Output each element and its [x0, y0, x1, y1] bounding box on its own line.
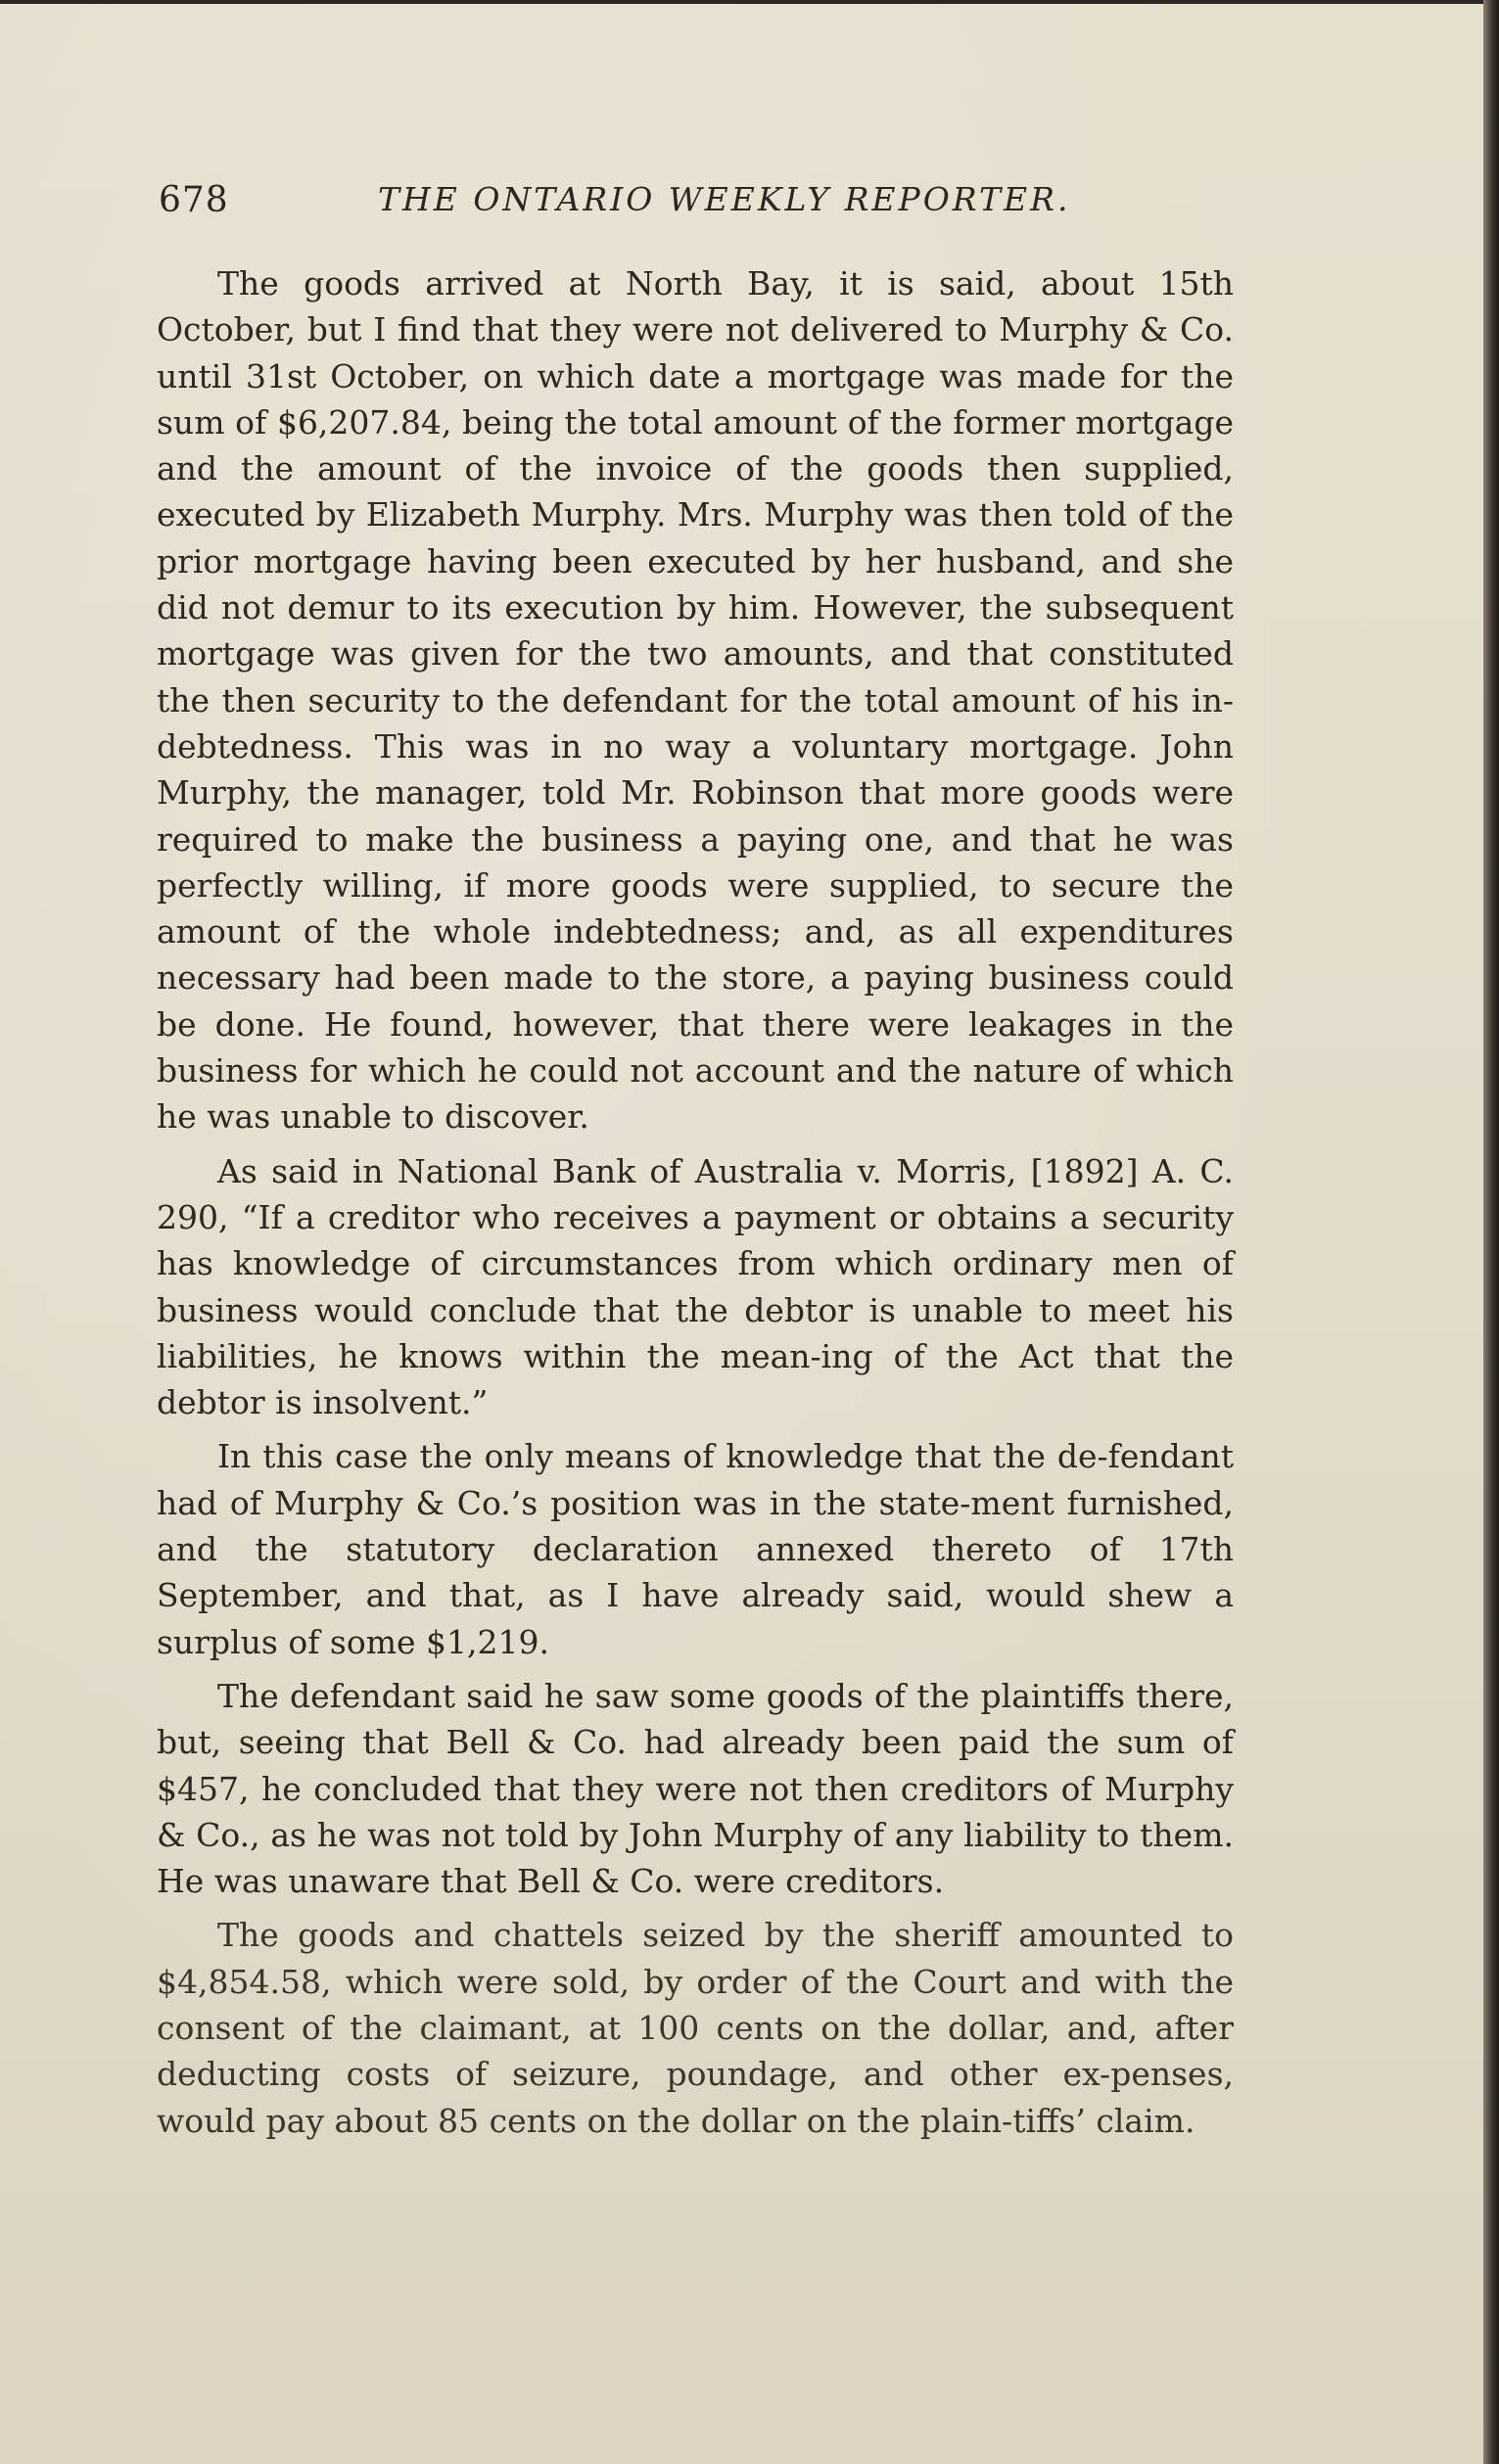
paragraph-means-of-knowledge: In this case the only means of knowledge that the de-fendant had of Murphy & Co.’s position was in the state-ment furnished, and the statutory declaration annexed thereto of 17th September, and that, as I have already said, would shew a surplus of some $1,219.	[157, 1437, 1234, 1661]
running-title: THE ONTARIO WEEKLY REPORTER.	[378, 180, 1071, 218]
paragraph-plaintiffs-goods: The defendant said he saw some goods of the plaintiffs there, but, seeing that Bell & Co. had already been paid the sum of $457, he concluded that they were not then creditors of Murphy & Co., as he was not told by John Murphy of any liability to them. He was unaware that Bell & Co. were creditors.	[157, 1676, 1234, 1901]
paragraph-goods-seized: The goods and chattels seized by the sheriff amounted to $4,854.58, which were sold, by order of the Court and with the consent of the claimant, at 100 cents on the dollar, and, after deducting costs of seizure, poundage, and other ex-penses, would pay about 85 cents on the dollar on the plain-tiffs’ claim.	[157, 1916, 1234, 2140]
paragraph-national-bank-quote: As said in National Bank of Australia v. Morris, [1892] A. C. 290, “If a creditor who receives a payment or obtains a security has knowledge of circumstances from which ordinary men of business would conclude that the debtor is unable to meet his liabilities, he knows within the mean-ing of the Act that the debtor is insolvent.”	[157, 1151, 1234, 1422]
page-number: 678	[159, 180, 229, 220]
page-edge-shadow	[1483, 0, 1499, 2464]
paragraph-goods-arrival: The goods arrived at North Bay, it is said, about 15th October, but I find that they were not delivered to Murphy & Co. until 31st October, on which date a mortgage was made for the sum of $6,207.84, being the total amount of the former mortgage and the amount of the invoice of the goods then supplied, executed by Elizabeth Murphy. Mrs. Murphy was then told of the prior mortgage having been executed by her husband, and she did not demur to its execution by him. However, the subsequent mortgage was given for the two amounts, and that constituted the then security to the defendant for the total amount of his in-debtedness. This was in no way a voluntary mortgage. John Murphy, the manager, told Mr. Robinson that more goods were required to make the business a paying one, and that he was perfectly willing, if more goods were supplied, to secure the amount of the whole indebtedness; and, as all expenditures necessary had been made to the store, a paying business could be done. He found, however, that there were leakages in the business for which he could not account and the nature of which he was unable to discover.	[157, 264, 1234, 1137]
body-text	[157, 260, 1234, 2152]
page-header	[159, 180, 1236, 229]
